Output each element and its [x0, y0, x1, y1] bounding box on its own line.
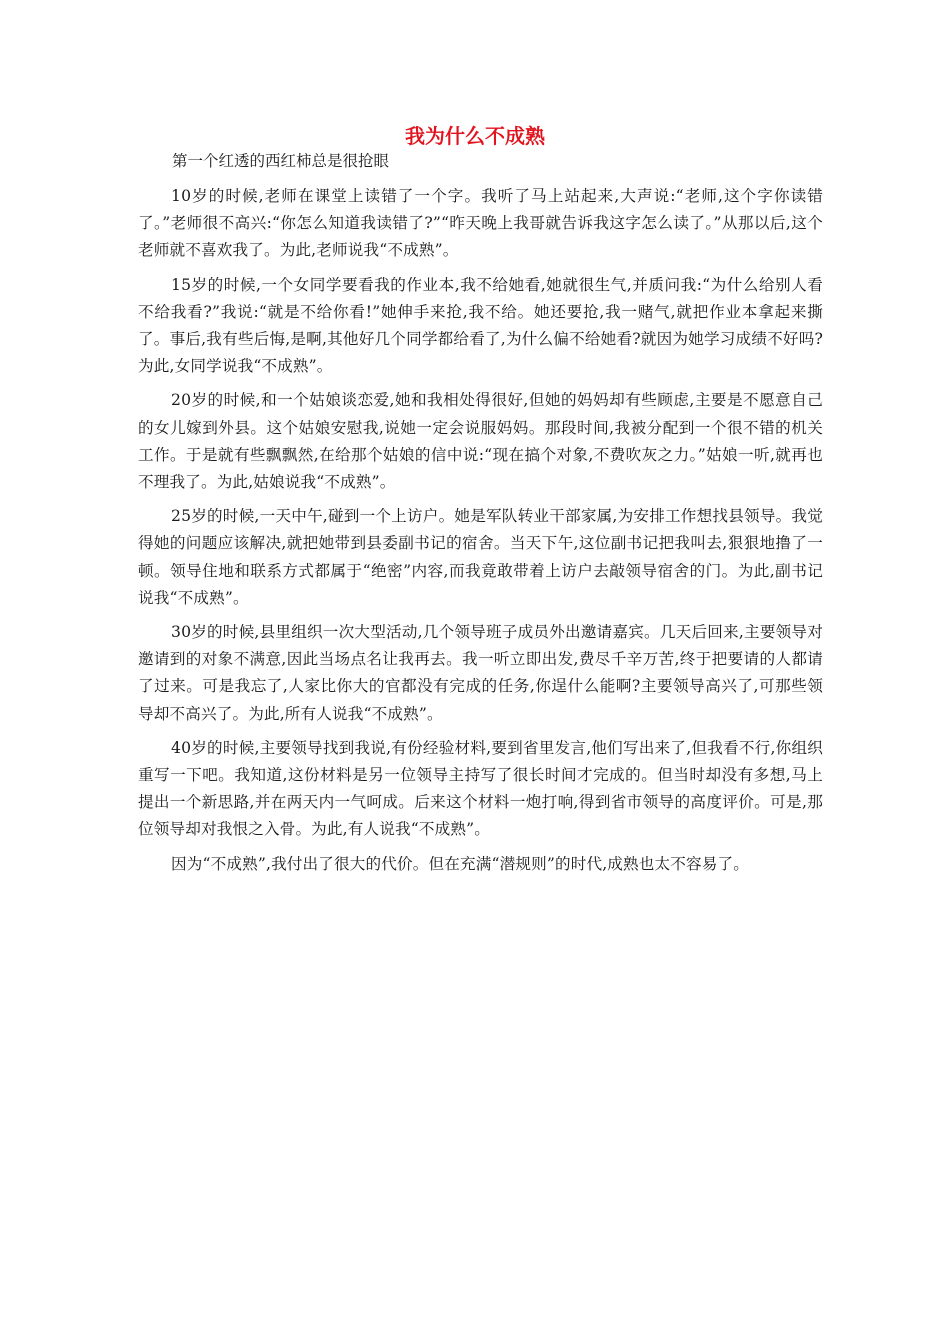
- paragraph: 30岁的时候,县里组织一次大型活动,几个领导班子成员外出邀请嘉宾。几天后回来,主要领导对邀请到的对象不满意,因此当场点名让我再去。我一听立即出发,费尽千辛万苦,终于把要请的人都请了过来。可是我忘了,人家比你大的官都没有完成的任务,你逞什么能啊?主要领导高兴了,可那些领导却不高兴了。为此,所有人说我“不成熟”。: [138, 623, 823, 723]
- paragraph: 40岁的时候,主要领导找到我说,有份经验材料,要到省里发言,他们写出来了,但我看不行,你组织重写一下吧。我知道,这份材料是另一位领导主持写了很长时间才完成的。但当时却没有多想,马上提出一个新思路,并在两天内一气呵成。后来这个材料一炮打响,得到省市领导的高度评价。可是,那位领导却对我恨之入骨。为此,有人说我“不成熟”。: [138, 738, 823, 839]
- page-subtitle: 第一个红透的西红柿总是很抢眼: [172, 152, 390, 170]
- page-title: 我为什么不成熟: [405, 124, 545, 148]
- paragraph: 10岁的时候,老师在课堂上读错了一个字。我听了马上站起来,大声说:“老师,这个字你读错了。”老师很不高兴:“你怎么知道我读错了?”“昨天晚上我哥就告诉我这字怎么读了。”从那以后,这个老师就不喜欢我了。为此,老师说我“不成熟”。: [138, 187, 823, 260]
- paragraph: 20岁的时候,和一个姑娘谈恋爱,她和我相处得很好,但她的妈妈却有些顾虑,主要是不愿意自己的女儿嫁到外县。这个姑娘安慰我,说她一定会说服妈妈。那段时间,我被分配到一个很不错的机关工作。于是就有些飘飘然,在给那个姑娘的信中说:“现在搞个对象,不费吹灰之力。”姑娘一听,就再也不理我了。为此,姑娘说我“不成熟”。: [138, 391, 823, 492]
- paragraph: 因为“不成熟”,我付出了很大的代价。但在充满“潜规则”的时代,成熟也太不容易了。: [171, 854, 749, 873]
- paragraph: 25岁的时候,一天中午,碰到一个上访户。她是军队转业干部家属,为安排工作想找县领导。我觉得她的问题应该解决,就把她带到县委副书记的宿舍。当天下午,这位副书记把我叫去,狠狠地撸了一顿。领导住地和联系方式都属于“绝密”内容,而我竟敢带着上访户去敲领导宿舍的门。为此,副书记说我“不成熟”。: [138, 507, 823, 607]
- paragraph: 15岁的时候,一个女同学要看我的作业本,我不给她看,她就很生气,并质问我:“为什么给别人看不给我看?”我说:“就是不给你看!”她伸手来抢,我不给。她还要抢,我一赌气,就把作业本拿起来撕了。事后,我有些后悔,是啊,其他好几个同学都给看了,为什么偏不给她看?就因为她学习成绩不好吗?为此,女同学说我“不成熟”。: [138, 275, 823, 376]
- article-body: [138, 183, 823, 885]
